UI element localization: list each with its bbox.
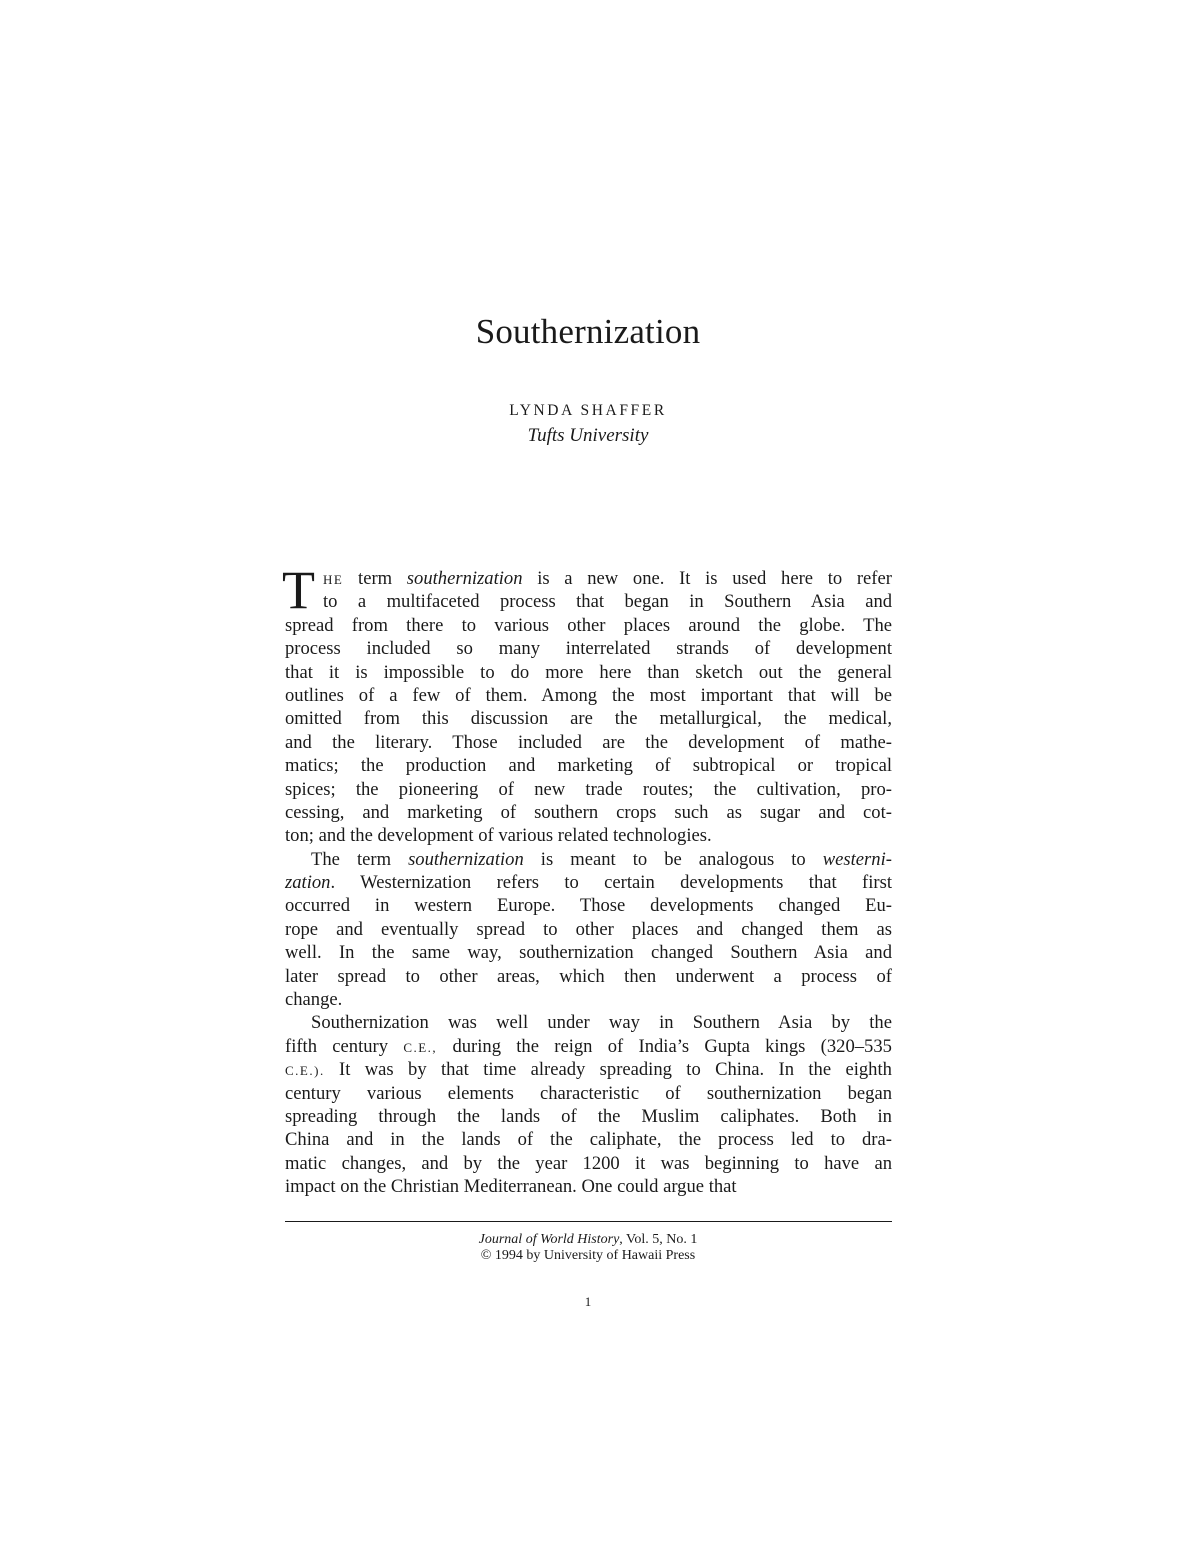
text-line: matic changes, and by the year 1200 it was beginning to have an [285, 1152, 892, 1174]
copyright-notice: © 1994 by University of Hawaii Press [480, 1248, 696, 1263]
text-line: spices; the pioneering of new trade routes; the cultivation, pro- [285, 778, 892, 800]
article-body [282, 560, 893, 1199]
text-line: change. [285, 989, 343, 1011]
text-line: and the literary. Those included are the development of mathe- [285, 731, 892, 753]
text-line: matics; the production and marketing of subtropical or tropical [285, 755, 893, 777]
text-line: cessing, and marketing of southern crops such as sugar and cot- [285, 801, 892, 823]
paragraph [285, 848, 892, 1012]
text-line: fifth century C.E., during the reign of India’s Gupta kings (320–535 [285, 1035, 892, 1057]
text-line: later spread to other areas, which then underwent a process of [285, 965, 892, 987]
drop-cap-continuation: HE [323, 572, 344, 587]
paragraph [285, 567, 892, 848]
text-line: outlines of a few of them. Among the most important that will be [285, 684, 893, 706]
text-line: China and in the lands of the caliphate, the process led to dra- [285, 1129, 892, 1151]
author-name: LYNDA SHAFFER [509, 402, 667, 419]
text-line: spreading through the lands of the Muslim caliphates. Both in [285, 1105, 892, 1127]
article-title: Southernization [475, 312, 701, 351]
text-line: process included so many interrelated strands of development [285, 638, 893, 660]
text-line: omitted from this discussion are the metallurgical, the medical, [285, 708, 892, 730]
text-line: rope and eventually spread to other places and changed them as [285, 918, 893, 940]
text-line: occurred in western Europe. Those developments changed Eu- [285, 895, 893, 917]
text-line: ton; and the development of various related technologies. [285, 825, 712, 847]
text-line: The term southernization is meant to be analogous to westerni- [311, 848, 892, 870]
text-line: to a multifaceted process that began in Southern Asia and [323, 591, 893, 613]
text-line: impact on the Christian Mediterranean. One could argue that [285, 1176, 737, 1198]
text-line: Southernization was well under way in Southern Asia by the [311, 1012, 892, 1034]
footnote-rule [285, 1221, 892, 1222]
text-line: century various elements characteristic of southernization began [285, 1082, 893, 1104]
author-affiliation: Tufts University [527, 425, 649, 446]
text-line: C.E.). It was by that time already spreading to China. In the eighth [285, 1059, 892, 1081]
text-line: zation. Westernization refers to certain developments that first [285, 872, 892, 894]
journal-citation: Journal of World History, Vol. 5, No. 1 [478, 1232, 698, 1247]
drop-cap: T [282, 560, 315, 620]
page-number: 1 [584, 1294, 592, 1309]
paragraph [285, 1011, 892, 1198]
text-line: well. In the same way, southernization changed Southern Asia and [285, 942, 892, 964]
text-line: HE term southernization is a new one. It is used here to refer [323, 568, 892, 589]
text-line: spread from there to various other places around the globe. The [285, 614, 893, 636]
text-line: that it is impossible to do more here than sketch out the general [285, 661, 893, 683]
